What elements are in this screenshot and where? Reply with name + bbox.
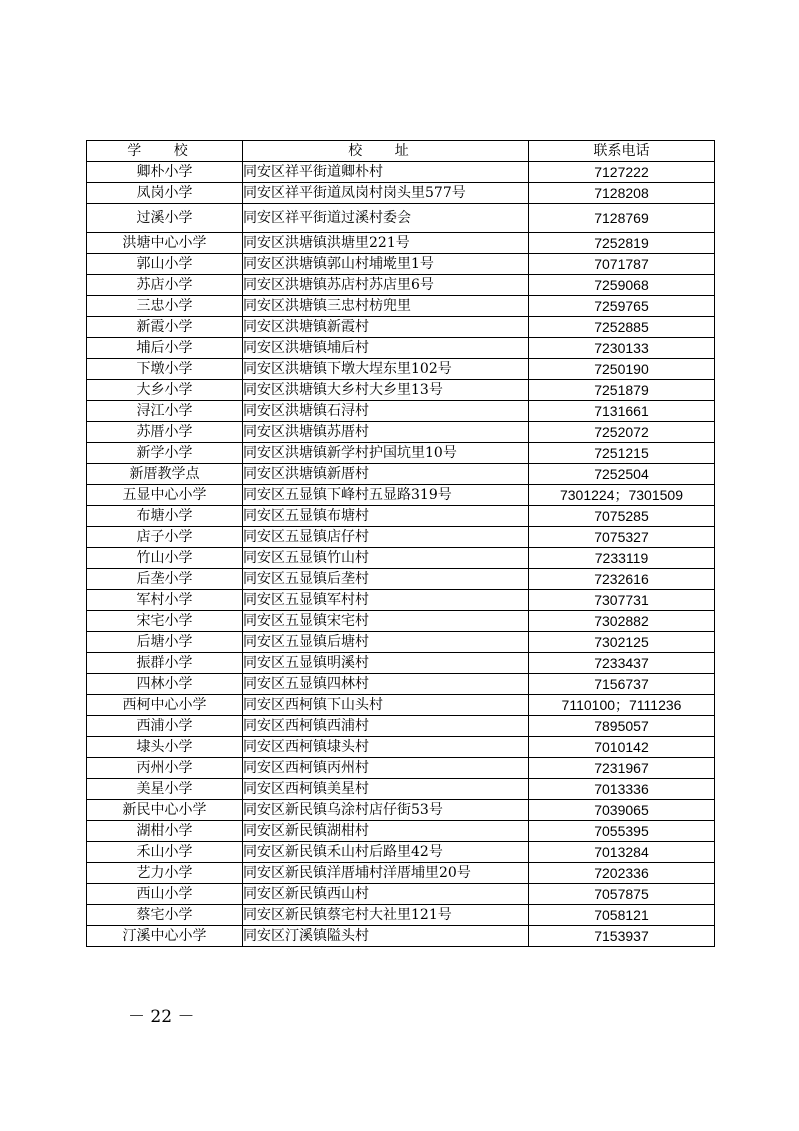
phone-cell: 7128769 [529, 204, 715, 233]
school-cell: 蔡宅小学 [87, 905, 243, 926]
school-cell: 后塘小学 [87, 632, 243, 653]
school-cell: 汀溪中心小学 [87, 926, 243, 947]
address-cell: 同安区五显镇后塘村 [243, 632, 529, 653]
table-row [87, 905, 715, 926]
table-row [87, 569, 715, 590]
address-cell: 同安区五显镇军村村 [243, 590, 529, 611]
address-cell: 同安区洪塘镇石浔村 [243, 401, 529, 422]
school-cell: 军村小学 [87, 590, 243, 611]
school-cell: 西柯中心小学 [87, 695, 243, 716]
table-row [87, 527, 715, 548]
phone-cell: 7250190 [529, 359, 715, 380]
address-cell: 同安区五显镇宋宅村 [243, 611, 529, 632]
school-cell: 西山小学 [87, 884, 243, 905]
address-cell: 同安区洪塘镇新学村护国坑里10号 [243, 443, 529, 464]
address-cell: 同安区洪塘镇下墩大埕东里102号 [243, 359, 529, 380]
phone-cell: 7895057 [529, 716, 715, 737]
school-cell: 禾山小学 [87, 842, 243, 863]
address-cell: 同安区洪塘镇苏厝村 [243, 422, 529, 443]
phone-cell: 7071787 [529, 254, 715, 275]
school-cell: 新厝教学点 [87, 464, 243, 485]
school-cell: 竹山小学 [87, 548, 243, 569]
school-cell: 宋宅小学 [87, 611, 243, 632]
table-row [87, 779, 715, 800]
table-row [87, 162, 715, 183]
table-row [87, 842, 715, 863]
table-row [87, 884, 715, 905]
address-cell: 同安区祥平街道过溪村委会 [243, 204, 529, 233]
address-cell: 同安区西柯镇西浦村 [243, 716, 529, 737]
phone-cell: 7127222 [529, 162, 715, 183]
address-cell: 同安区五显镇后垄村 [243, 569, 529, 590]
address-cell: 同安区洪塘镇三忠村枋兜里 [243, 296, 529, 317]
table-row [87, 443, 715, 464]
phone-cell: 7010142 [529, 737, 715, 758]
school-cell: 洪塘中心小学 [87, 233, 243, 254]
table-row [87, 204, 715, 233]
school-cell: 四林小学 [87, 674, 243, 695]
phone-cell: 7302125 [529, 632, 715, 653]
school-cell: 丙州小学 [87, 758, 243, 779]
address-cell: 同安区洪塘镇郭山村埔墘里1号 [243, 254, 529, 275]
header-phone: 联系电话 [529, 141, 715, 162]
phone-cell: 7301224；7301509 [529, 485, 715, 506]
school-cell: 湖柑小学 [87, 821, 243, 842]
phone-cell: 7156737 [529, 674, 715, 695]
table-row [87, 548, 715, 569]
address-cell: 同安区西柯镇美星村 [243, 779, 529, 800]
school-cell: 下墩小学 [87, 359, 243, 380]
school-cell: 郭山小学 [87, 254, 243, 275]
school-cell: 大乡小学 [87, 380, 243, 401]
address-cell: 同安区西柯镇丙州村 [243, 758, 529, 779]
table-row [87, 674, 715, 695]
address-cell: 同安区新民镇蔡宅村大社里121号 [243, 905, 529, 926]
table-body [87, 162, 715, 947]
address-cell: 同安区洪塘镇新厝村 [243, 464, 529, 485]
school-cell: 过溪小学 [87, 204, 243, 233]
phone-cell: 7013284 [529, 842, 715, 863]
phone-cell: 7302882 [529, 611, 715, 632]
phone-cell: 7259068 [529, 275, 715, 296]
school-cell: 美星小学 [87, 779, 243, 800]
address-cell: 同安区西柯镇下山头村 [243, 695, 529, 716]
table-row [87, 233, 715, 254]
school-cell: 埔后小学 [87, 338, 243, 359]
school-cell: 三忠小学 [87, 296, 243, 317]
table-row [87, 338, 715, 359]
address-cell: 同安区新民镇乌涂村店仔街53号 [243, 800, 529, 821]
table-row [87, 800, 715, 821]
phone-cell: 7259765 [529, 296, 715, 317]
table-row [87, 737, 715, 758]
school-cell: 新学小学 [87, 443, 243, 464]
address-cell: 同安区五显镇下峰村五显路319号 [243, 485, 529, 506]
address-cell: 同安区五显镇明溪村 [243, 653, 529, 674]
school-cell: 浔江小学 [87, 401, 243, 422]
phone-cell: 7252885 [529, 317, 715, 338]
phone-cell: 7202336 [529, 863, 715, 884]
table-row [87, 464, 715, 485]
school-cell: 西浦小学 [87, 716, 243, 737]
school-cell: 卿朴小学 [87, 162, 243, 183]
phone-cell: 7233119 [529, 548, 715, 569]
phone-cell: 7252072 [529, 422, 715, 443]
table-row [87, 506, 715, 527]
school-cell: 苏店小学 [87, 275, 243, 296]
address-cell: 同安区五显镇店仔村 [243, 527, 529, 548]
table-row [87, 183, 715, 204]
phone-cell: 7128208 [529, 183, 715, 204]
table-row [87, 821, 715, 842]
school-cell: 苏厝小学 [87, 422, 243, 443]
school-cell: 后垄小学 [87, 569, 243, 590]
phone-cell: 7013336 [529, 779, 715, 800]
phone-cell: 7252819 [529, 233, 715, 254]
table-row [87, 863, 715, 884]
header-address: 校 址 [243, 141, 529, 162]
school-cell: 振群小学 [87, 653, 243, 674]
address-cell: 同安区洪塘镇大乡村大乡里13号 [243, 380, 529, 401]
table-row [87, 359, 715, 380]
phone-cell: 7153937 [529, 926, 715, 947]
phone-cell: 7057875 [529, 884, 715, 905]
phone-cell: 7075285 [529, 506, 715, 527]
address-cell: 同安区新民镇禾山村后路里42号 [243, 842, 529, 863]
school-cell: 凤岗小学 [87, 183, 243, 204]
phone-cell: 7039065 [529, 800, 715, 821]
address-cell: 同安区西柯镇埭头村 [243, 737, 529, 758]
phone-cell: 7055395 [529, 821, 715, 842]
table-row [87, 317, 715, 338]
school-contact-table [86, 140, 715, 947]
table-row [87, 275, 715, 296]
address-cell: 同安区新民镇西山村 [243, 884, 529, 905]
address-cell: 同安区新民镇湖柑村 [243, 821, 529, 842]
phone-cell: 7252504 [529, 464, 715, 485]
school-cell: 艺力小学 [87, 863, 243, 884]
address-cell: 同安区祥平街道凤岗村岗头里577号 [243, 183, 529, 204]
address-cell: 同安区五显镇竹山村 [243, 548, 529, 569]
address-cell: 同安区祥平街道卿朴村 [243, 162, 529, 183]
phone-cell: 7230133 [529, 338, 715, 359]
address-cell: 同安区洪塘镇苏店村苏店里6号 [243, 275, 529, 296]
table-row [87, 926, 715, 947]
school-cell: 新霞小学 [87, 317, 243, 338]
phone-cell: 7232616 [529, 569, 715, 590]
table-row [87, 254, 715, 275]
table-row [87, 590, 715, 611]
table-row [87, 653, 715, 674]
address-cell: 同安区洪塘镇新霞村 [243, 317, 529, 338]
phone-cell: 7307731 [529, 590, 715, 611]
phone-cell: 7131661 [529, 401, 715, 422]
table-header-row [87, 141, 715, 162]
phone-cell: 7231967 [529, 758, 715, 779]
phone-cell: 7251879 [529, 380, 715, 401]
school-cell: 埭头小学 [87, 737, 243, 758]
table-row [87, 422, 715, 443]
address-cell: 同安区汀溪镇隘头村 [243, 926, 529, 947]
table-row [87, 611, 715, 632]
address-cell: 同安区新民镇洋厝埔村洋厝埔里20号 [243, 863, 529, 884]
school-cell: 店子小学 [87, 527, 243, 548]
phone-cell: 7233437 [529, 653, 715, 674]
address-cell: 同安区洪塘镇埔后村 [243, 338, 529, 359]
page-number: － 22 － [128, 1007, 195, 1027]
school-cell: 新民中心小学 [87, 800, 243, 821]
phone-cell: 7058121 [529, 905, 715, 926]
table-row [87, 401, 715, 422]
table-row [87, 758, 715, 779]
school-cell: 布塘小学 [87, 506, 243, 527]
table-row [87, 296, 715, 317]
address-cell: 同安区五显镇布塘村 [243, 506, 529, 527]
phone-cell: 7110100；7111236 [529, 695, 715, 716]
table-row [87, 380, 715, 401]
table-row [87, 632, 715, 653]
address-cell: 同安区五显镇四林村 [243, 674, 529, 695]
phone-cell: 7075327 [529, 527, 715, 548]
header-school: 学 校 [87, 141, 243, 162]
table-row [87, 716, 715, 737]
address-cell: 同安区洪塘镇洪塘里221号 [243, 233, 529, 254]
table-row [87, 695, 715, 716]
table-row [87, 485, 715, 506]
school-cell: 五显中心小学 [87, 485, 243, 506]
phone-cell: 7251215 [529, 443, 715, 464]
